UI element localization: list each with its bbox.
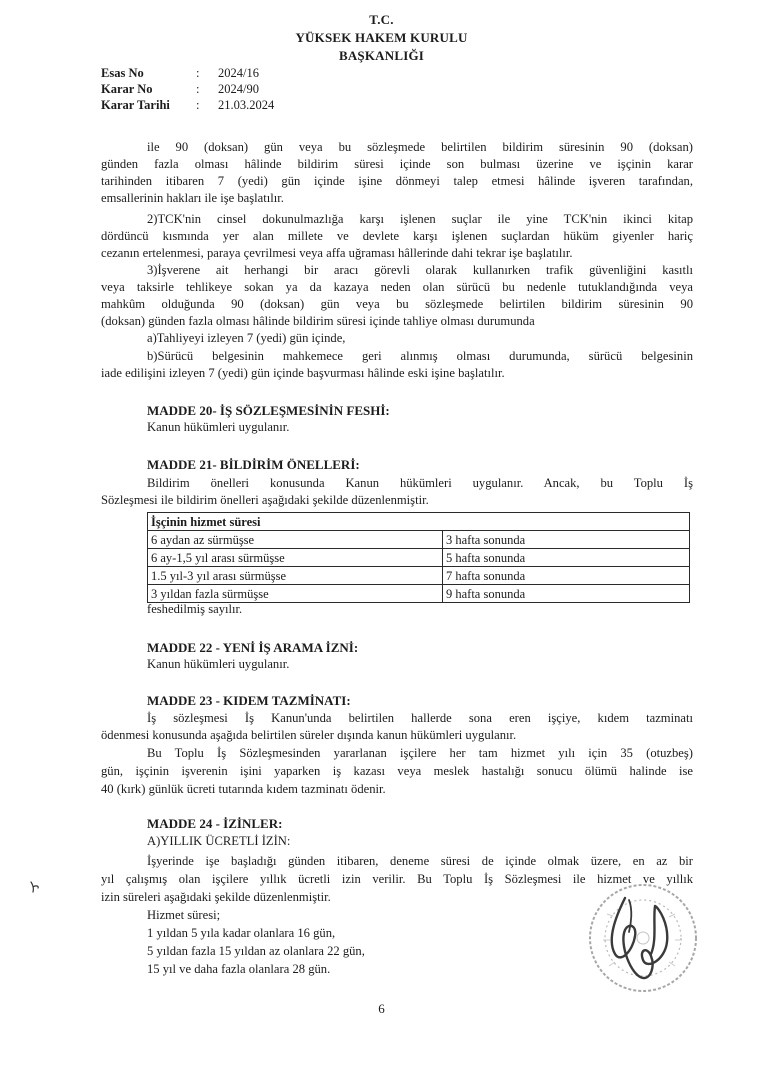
body-line: iade edilişini izleyen 7 (yedi) gün içinde başvurması hâlinde eski işine başlatılır. [101,366,505,380]
page-number: 6 [378,1001,385,1016]
header-tc: T.C. [369,12,394,27]
subsection-heading: A)YILLIK ÜCRETLİ İZİN: [147,834,291,848]
body-line: yıl çalışmış olan işçilere yıllık ücretli izin verilir. Bu Toplu İş Sözleşmesi ile hizmet ve yıllık [101,872,693,886]
header-office: BAŞKANLIĞI [338,48,425,63]
section-heading: MADDE 21- BİLDİRİM ÖNELLERİ: [147,457,360,472]
section-heading: MADDE 20- İŞ SÖZLEŞMESİNİN FESHİ: [147,403,390,418]
body-line: Bildirim önelleri konusunda Kanun hükümleri uygulanır. Ancak, bu Toplu İş [147,476,693,490]
body-line: cezanın ertelenmesi, paraya çevrilmesi veya affa uğraması hâllerinde dahi tekrar işe başlatılır. [101,246,573,260]
body-line: tarihinden itibaren 7 (yedi) gün içinde işine dönmeyi talep etmesi hâlinde işveren tarafından, [101,174,693,188]
body-line: Bu Toplu İş Sözleşmesinden yararlanan işçilere her tam hizmet yılı için 35 (otuzbeş) [147,746,693,760]
body-line: ödenmesi konusunda aşağıda belirtilen süreler dışında kanun hükümleri uygulanır. [101,728,517,742]
list-title: Hizmet süresi; [147,908,221,922]
meta-label: Karar Tarihi [101,98,170,112]
body-line: mahkûm olduğunda 90 (doksan) gün veya bu sözleşmede belirtilen bildirim süresinin 90 [101,297,693,311]
notice-cell: 7 hafta sonunda [443,567,690,585]
meta-sep: : [196,98,200,112]
body-line: 40 (kırk) günlük ücreti tutarında kıdem tazminatı ödenir. [101,782,386,796]
list-item: 5 yıldan fazla 15 yıldan az olanlara 22 gün, [147,944,365,958]
meta-value: 2024/16 [218,66,259,80]
body-line: İşyerinde işe başladığı günden itibaren, deneme süresi de içinde olmak üzere, en az bir [147,854,693,868]
body-line: İş sözleşmesi İş Kanun'unda belirtilen hallerde sona eren işçiye, kıdem tazminatı [147,711,693,725]
notice-period-table [147,512,690,603]
duration-cell: 6 ay-1,5 yıl arası sürmüşse [148,549,443,567]
duration-cell: 6 aydan az sürmüşse [148,531,443,549]
table-after-text: feshedilmiş sayılır. [147,602,243,616]
meta-sep: : [196,66,200,80]
section-heading: MADDE 23 - KIDEM TAZMİNATI: [147,693,351,708]
meta-value: 21.03.2024 [218,98,275,112]
meta-label: Karar No [101,82,153,96]
list-item: 1 yıldan 5 yıla kadar olanlara 16 gün, [147,926,336,940]
body-line: günden fazla olması hâlinde bildirim süresi içinde son bulması üzerine ve işçinin karar [101,157,693,171]
body-line: 2)TCK'nin cinsel dokunulmazlığa karşı işlenen suçlar ile yine TCK'nin ikinci kitap [147,212,693,226]
notice-cell: 9 hafta sonunda [443,585,690,603]
margin-mark-icon [28,880,42,894]
table-header-row [148,513,690,531]
body-line: gün, işçinin işverenin işini yaparken iş kazası veya meslek hastalığı sonucu ölümü halinde ise [101,764,693,778]
signature-icon [585,880,700,995]
body-line: a)Tahliyeyi izleyen 7 (yedi) gün içinde, [147,331,346,345]
body-line: izin süreleri aşağıdaki şekilde düzenlenmiştir. [101,890,331,904]
meta-karar-no [101,82,259,97]
list-item: 15 yıl ve daha fazla olanlara 28 gün. [147,962,331,976]
body-line: (doksan) günden fazla olması hâlinde bildirim süresi içinde tahliye olması durumunda [101,314,535,328]
table-header-cell: İşçinin hizmet süresi [148,513,690,531]
table-row [148,531,690,549]
notice-cell: 5 hafta sonunda [443,549,690,567]
section-heading: MADDE 24 - İZİNLER: [147,816,283,831]
body-line: b)Sürücü belgesinin mahkemece geri alınmış olması durumunda, sürücü belgesinin [147,349,693,363]
duration-cell: 1.5 yıl-3 yıl arası sürmüşse [148,567,443,585]
body-line: Sözleşmesi ile bildirim önelleri aşağıdaki şekilde düzenlenmiştir. [101,493,429,507]
header-institution: YÜKSEK HAKEM KURULU [295,30,468,45]
meta-label: Esas No [101,66,144,80]
table-row [148,549,690,567]
body-line: ile 90 (doksan) gün veya bu sözleşmede belirtilen bildirim süresinin 90 (doksan) [147,140,693,154]
table-row [148,567,690,585]
notice-cell: 3 hafta sonunda [443,531,690,549]
body-line: emsallerinin hakları ile işe başlatılır. [101,191,284,205]
meta-esas-no [101,66,259,81]
body-line: 3)İşverene ait herhangi bir aracı görevli olarak kullanırken trafik güvenliğini kasıtlı [147,263,693,277]
meta-sep: : [196,82,200,96]
section-text: Kanun hükümleri uygulanır. [147,657,290,671]
meta-value: 2024/90 [218,82,259,96]
section-heading: MADDE 22 - YENİ İŞ ARAMA İZNİ: [147,640,359,655]
table-row [148,585,690,603]
section-text: Kanun hükümleri uygulanır. [147,420,290,434]
body-line: dördüncü kısmında yer alan millete ve devlete karşı işlenen suçlardan hüküm giyenler hariç [101,229,693,243]
meta-karar-tarihi [101,98,274,113]
duration-cell: 3 yıldan fazla sürmüşse [148,585,443,603]
body-line: veya taksirle tehlikeye sokan ya da kazaya neden olan sürücü bu nedenle tutuklandığında veya [101,280,693,294]
